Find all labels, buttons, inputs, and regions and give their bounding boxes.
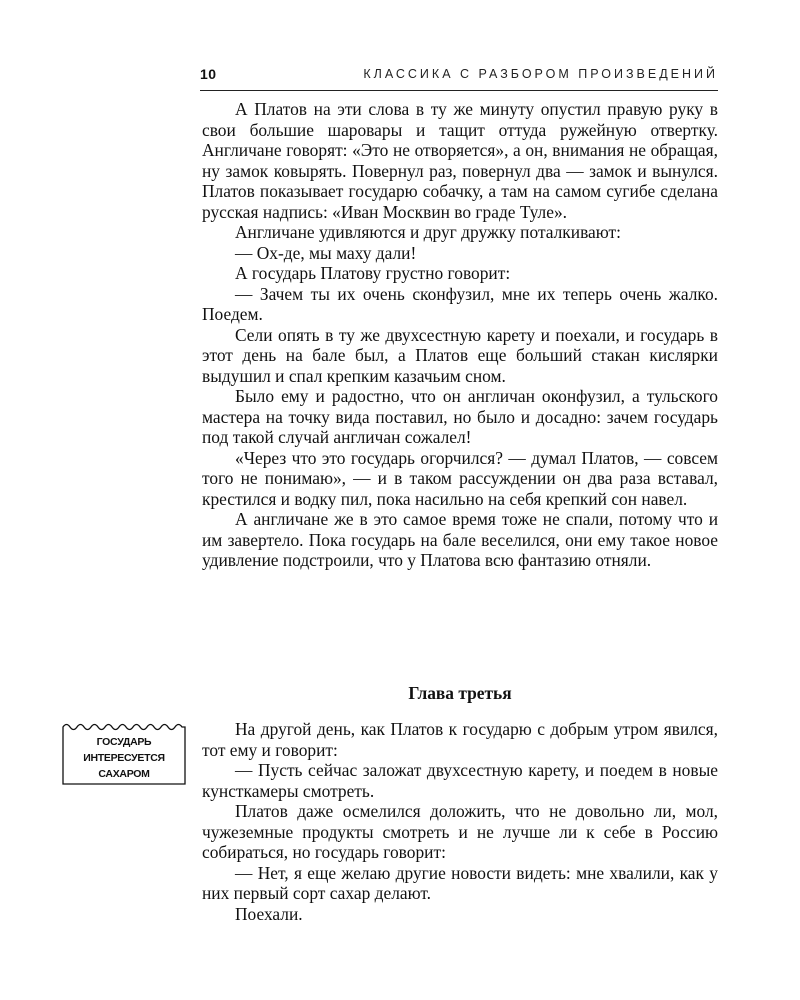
margin-note-line: ГОСУДАРЬ — [96, 736, 152, 748]
margin-note-line: ИНТЕРЕСУЕТСЯ — [83, 752, 165, 764]
dialogue-line: — Нет, я еще желаю другие новости видеть: мне хвалили, как у них первый сорт сахар делают. — [202, 862, 718, 903]
paragraph: Платов даже осмелился доложить, что не довольно ли, мол, чужеземные продукты смотреть и не лучше ли к себе в Россию собираться, но государь говорит: — [202, 801, 718, 862]
paragraph: Англичане удивляются и друг дружку поталкивают: — [235, 222, 621, 242]
paragraph: Сели опять в ту же двухсестную карету и поехали, и государь в этот день на бале был, а Платов еще больший стакан кислярки выдушил и спал крепким казачьим сном. — [202, 324, 718, 386]
margin-note-line: САХАРОМ — [98, 768, 150, 780]
page-number: 10 — [200, 66, 217, 82]
chapter-title: Глава третья — [408, 683, 512, 703]
paragraph: А англичане же в это самое время тоже не спали, потому что и им завертело. Пока государь на бале веселился, они ему такое новое удивление подстроили, что у Платова всю фантазию отняли. — [202, 509, 718, 570]
dialogue-line: — Зачем ты их очень сконфузил, мне их теперь очень жалко. Поедем. — [202, 283, 718, 324]
margin-note — [62, 721, 186, 785]
text-block-before-chapter — [202, 99, 718, 571]
page-header — [200, 64, 718, 91]
text-block-after-chapter — [202, 719, 718, 924]
running-title: КЛАССИКА С РАЗБОРОМ ПРОИЗВЕДЕНИЙ — [363, 67, 718, 81]
dialogue-line: — Ох-де, мы маху дали! — [235, 242, 417, 263]
paragraph: А государь Платову грустно говорит: — [235, 263, 511, 283]
paragraph: Было ему и радостно, что он англичан оконфузил, а тульского мастера на точку вида поставил, но было и досадно: зачем государь под такой случай англичан сожалел! — [202, 386, 718, 447]
paragraph: «Через что это государь огорчился? — думал Платов, — совсем того не понимаю», — и в таком рассуждении он два раза вставал, крестился и водку пил, пока насильно на себя крепкий сон навел. — [202, 447, 718, 509]
paragraph: На другой день, как Платов к государю с добрым утром явился, тот ему и говорит: — [202, 719, 718, 760]
dialogue-line: — Пусть сейчас заложат двухсестную карету, и поедем в новые кунсткамеры смотреть. — [202, 760, 718, 801]
paragraph: А Платов на эти слова в ту же минуту опустил правую руку в свои большие шаровары и тащит оттуда ружейную отвертку. Англичане говорят: «Это не отворяется», а он, внимания не обращая, ну замок ковырять. Повернул раз, повернул два — замок и вынулся. Платов показывает государю собачку, а там на самом сугибе сделана русская надпись: «Иван Москвин во граде Туле». — [202, 99, 718, 222]
paragraph: Поехали. — [235, 903, 303, 924]
